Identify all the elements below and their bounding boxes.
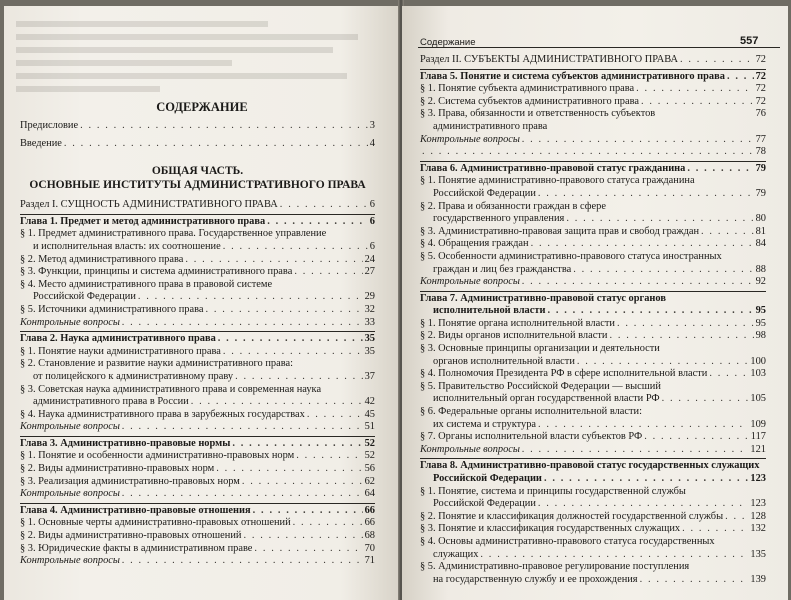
entry-page: 95 xyxy=(755,305,766,317)
toc-review-questions[interactable]: Контрольные вопросы . . . 71 xyxy=(20,555,375,568)
entry-title: Глава 5. Понятие и система субъектов административного права xyxy=(420,70,725,82)
entry-page: 35 xyxy=(364,333,375,345)
entry-page: 123 xyxy=(750,498,766,510)
toc-entry-preface[interactable] xyxy=(20,120,375,133)
toc-item[interactable]: § 1. Понятие субъекта административного права . . . 72 xyxy=(420,83,766,96)
toc-item[interactable]: административного права xyxy=(433,120,548,132)
toc-chapter-7[interactable]: Глава 7. Административно-правовой статус органов xyxy=(420,292,666,304)
running-head: Содержание xyxy=(420,37,476,48)
toc-item[interactable]: § 3. Юридические факты в административном праве . . . 70 xyxy=(20,543,375,556)
toc-entry-introduction[interactable] xyxy=(20,138,375,151)
toc-item[interactable]: § 4. Обращения граждан . . . 84 xyxy=(420,238,766,251)
divider xyxy=(420,69,766,70)
toc-item[interactable]: § 4. Место административного права в правовой системе xyxy=(20,278,273,290)
entry-title: Глава 4. Административно-правовые отношения xyxy=(20,504,251,516)
toc-chapter-4[interactable] xyxy=(20,505,375,518)
entry-page: 3 xyxy=(369,120,375,131)
toc-item[interactable]: § 2. Виды органов исполнительной власти . . . 98 xyxy=(420,330,766,343)
toc-item[interactable]: § 3. Права, обязанности и ответственность субъектов 76 xyxy=(420,108,766,120)
entry-title: Глава 6. Административно-правовой статус гражданина xyxy=(420,162,686,174)
toc-item[interactable]: § 5. Особенности административно-правового статуса иностранных xyxy=(420,250,722,262)
entry-page: 72 xyxy=(755,54,766,65)
toc-item[interactable]: исполнительный орган государственной власти РФ . . . 105 xyxy=(420,393,766,406)
entry-page: 100 xyxy=(750,355,766,367)
divider xyxy=(20,503,375,504)
entry-page: 45 xyxy=(364,408,375,420)
entry-page: 135 xyxy=(750,548,766,560)
toc-item[interactable]: § 1. Понятие науки административного права . . . 35 xyxy=(20,346,375,359)
entry-page: 84 xyxy=(755,238,766,250)
entry-page: 6 xyxy=(369,240,375,252)
page-number: 557 xyxy=(740,35,759,47)
toc-item[interactable]: § 4. Полномочия Президента РФ в сфере исполнительной власти . . . 103 xyxy=(420,368,766,381)
toc-item[interactable]: § 3. Административно-правовая защита прав и свобод граждан . . . 81 xyxy=(420,226,766,239)
toc-review-questions[interactable]: Контрольные вопросы . . . 33 xyxy=(20,317,375,330)
entry-title: Глава 3. Административно-правовые нормы xyxy=(20,437,231,449)
toc-item[interactable]: § 2. Виды административно-правовых отношений . . . 68 xyxy=(20,530,375,543)
entry-page: 29 xyxy=(364,291,375,303)
toc-item[interactable]: § 1. Понятие и особенности административно-правовых норм . . . 52 xyxy=(20,450,375,463)
right-toc xyxy=(420,54,766,586)
entry-title: Раздел I. СУЩНОСТЬ АДМИНИСТРАТИВНОГО ПРАВА xyxy=(20,199,278,211)
entry-page: 64 xyxy=(364,488,375,500)
entry-page: 66 xyxy=(364,517,375,529)
entry-title: Раздел II. СУБЪЕКТЫ АДМИНИСТРАТИВНОГО ПРАВА xyxy=(420,54,678,65)
toc-heading: СОДЕРЖАНИЕ xyxy=(156,100,248,114)
entry-page: 51 xyxy=(364,421,375,433)
divider xyxy=(20,436,375,437)
entry-title: Введение xyxy=(20,137,62,149)
toc-item[interactable]: § 6. Федеральные органы исполнительной власти: xyxy=(420,406,642,418)
toc-chapter-6[interactable] xyxy=(420,163,766,176)
entry-page: 109 xyxy=(750,418,766,430)
toc-item[interactable]: § 2. Виды административно-правовых норм . . . 56 xyxy=(20,463,375,476)
entry-title: Глава 2. Наука административного права xyxy=(20,333,216,345)
toc-item[interactable]: § 1. Предмет административного права. Государственное управление xyxy=(20,228,327,240)
entry-page: 78 xyxy=(755,146,766,158)
toc-chapter-3[interactable] xyxy=(20,438,375,451)
header-rule xyxy=(418,47,780,48)
toc-chapter-8-cont[interactable]: Российской Федерации . . . 123 xyxy=(420,473,766,486)
entry-page: 37 xyxy=(364,370,375,382)
entry-page: 27 xyxy=(364,266,375,278)
entry-page: 56 xyxy=(364,463,375,475)
entry-page: 4 xyxy=(369,137,375,149)
entry-page: 132 xyxy=(750,523,766,535)
entry-page: 72 xyxy=(755,70,766,82)
toc-section-1[interactable] xyxy=(20,199,375,212)
toc-item[interactable]: § 3. Советская наука административного права и современная наука xyxy=(20,383,322,395)
toc-review-questions[interactable]: Контрольные вопросы . . . 121 xyxy=(420,444,766,457)
toc-review-questions[interactable]: Контрольные вопросы . . . 64 xyxy=(20,488,375,501)
toc-item[interactable]: § 7. Органы исполнительной власти субъектов РФ . . . 117 xyxy=(420,431,766,444)
entry-page: 105 xyxy=(750,393,766,405)
toc-item[interactable]: Российской Федерации . . . 79 xyxy=(420,188,766,201)
toc-item[interactable]: органов исполнительной власти . . . 100 xyxy=(420,356,766,369)
entry-page: 32 xyxy=(364,303,375,315)
entry-page: 121 xyxy=(750,443,766,455)
part-subtitle: ОСНОВНЫЕ ИНСТИТУТЫ АДМИНИСТРАТИВНОГО ПРАВА xyxy=(29,179,366,192)
toc-item[interactable]: граждан и лиц без гражданства . . . 88 xyxy=(420,264,766,277)
entry-page: 123 xyxy=(750,473,766,484)
toc-item[interactable]: § 4. Наука административного права в зарубежных государствах . . . 45 xyxy=(20,409,375,422)
entry-page: 6 xyxy=(369,199,375,211)
toc-review-questions[interactable]: Контрольные вопросы . . . 77 xyxy=(420,134,766,147)
entry-page: 70 xyxy=(364,542,375,554)
entry-title: Глава 1. Предмет и метод административного права xyxy=(20,215,266,227)
entry-page: 117 xyxy=(750,431,766,443)
entry-page: 66 xyxy=(364,504,375,516)
toc-item[interactable]: служащих . . . 135 xyxy=(420,549,766,562)
toc-chapter-1[interactable] xyxy=(20,216,375,229)
entry-page: 95 xyxy=(755,317,766,329)
toc-item[interactable]: § 5. Административно-правовое регулирование поступления xyxy=(420,561,690,573)
entry-page: 128 xyxy=(750,510,766,522)
divider xyxy=(20,331,375,332)
entry-page: 68 xyxy=(364,530,375,542)
entry-page: 80 xyxy=(755,213,766,225)
toc-item[interactable]: § 2. Становление и развитие науки административного права: xyxy=(20,358,293,370)
toc-item[interactable]: и исполнительная власть: их соотношение . . . 6 xyxy=(20,241,375,254)
toc-item[interactable]: § 1. Понятие административно-правового статуса гражданина xyxy=(420,175,695,187)
divider xyxy=(420,458,766,459)
toc-item[interactable]: § 3. Функции, принципы и система административного права . . . 27 xyxy=(20,266,375,279)
left-page xyxy=(4,6,400,600)
entry-page: 92 xyxy=(755,276,766,288)
entry-page: 52 xyxy=(364,450,375,462)
entry-page: 77 xyxy=(755,133,766,145)
entry-page: 33 xyxy=(364,316,375,328)
toc-chapter-7-cont[interactable]: исполнительной власти . . . 95 xyxy=(420,305,766,318)
toc-item[interactable]: государственного управления . . . 80 xyxy=(420,213,766,226)
toc-chapter-5[interactable] xyxy=(420,71,766,84)
toc-item[interactable]: § 5. Правительство Российской Федерации — высший xyxy=(420,380,661,392)
part-title: ОБЩАЯ ЧАСТЬ. xyxy=(151,165,244,178)
right-page xyxy=(402,6,788,600)
entry-page: 81 xyxy=(755,225,766,237)
toc-item[interactable]: § 3. Понятие и классификация государственных служащих . . . 132 xyxy=(420,523,766,536)
toc-item[interactable]: от полицейского к административному праву . . . 37 xyxy=(20,371,375,384)
toc-item[interactable]: § 1. Понятие органа исполнительной власти . . . 95 xyxy=(420,318,766,331)
toc-item[interactable]: § 2. Права и обязанности граждан в сфере xyxy=(420,200,606,212)
bleed-through-text xyxy=(16,14,376,106)
toc-item[interactable]: § 2. Понятие и классификация должностей государственной службы . . . 128 xyxy=(420,511,766,524)
entry-page: 139 xyxy=(750,573,766,585)
toc-item[interactable]: их система и структура . . . 109 xyxy=(420,419,766,432)
entry-page: 72 xyxy=(755,95,766,107)
entry-page: 62 xyxy=(364,475,375,487)
toc-item[interactable]: § 4. Основы административно-правового статуса государственных xyxy=(420,535,715,547)
entry-page: 52 xyxy=(364,437,375,449)
toc-item[interactable] xyxy=(420,146,766,159)
toc-chapter-8[interactable]: Глава 8. Административно-правовой статус государственных служащих xyxy=(420,460,760,472)
toc-item[interactable]: на государственную службу и ее прохождения . . . 139 xyxy=(420,574,766,587)
entry-page: 98 xyxy=(755,330,766,342)
entry-page: 71 xyxy=(364,555,375,567)
entry-page: 42 xyxy=(364,396,375,408)
entry-page: 103 xyxy=(750,368,766,380)
divider xyxy=(420,291,766,292)
divider xyxy=(20,214,375,215)
toc-item[interactable]: § 3. Основные принципы организации и деятельности xyxy=(420,343,660,355)
left-toc xyxy=(20,120,375,568)
toc-item[interactable]: § 2. Система субъектов административного права . . . 72 xyxy=(420,96,766,109)
entry-page: 79 xyxy=(755,162,766,174)
toc-item[interactable]: административного права в России . . . 42 xyxy=(20,396,375,409)
toc-item[interactable]: § 1. Понятие, система и принципы государственной службы xyxy=(420,485,686,497)
toc-item[interactable]: Российской Федерации . . . 123 xyxy=(420,498,766,511)
entry-page: 79 xyxy=(755,187,766,199)
toc-item[interactable]: § 3. Реализация административно-правовых норм . . . 62 xyxy=(20,476,375,489)
entry-page: 24 xyxy=(364,253,375,265)
entry-page: 6 xyxy=(369,215,375,227)
toc-review-questions[interactable]: Контрольные вопросы . . . 51 xyxy=(20,421,375,434)
entry-page: 88 xyxy=(755,263,766,275)
entry-page: 72 xyxy=(755,83,766,95)
entry-title: Предисловие xyxy=(20,120,79,131)
toc-chapter-2[interactable] xyxy=(20,333,375,346)
divider xyxy=(420,161,766,162)
toc-item[interactable]: Российской Федерации . . . 29 xyxy=(20,291,375,304)
toc-item[interactable]: § 2. Метод административного права . . . 24 xyxy=(20,254,375,267)
toc-review-questions[interactable]: Контрольные вопросы . . . 92 xyxy=(420,276,766,289)
toc-item[interactable]: § 1. Основные черты административно-правовых отношений . . . 66 xyxy=(20,517,375,530)
entry-page: 76 xyxy=(755,108,766,120)
entry-page: 35 xyxy=(364,345,375,357)
toc-item[interactable]: § 5. Источники административного права . . . 32 xyxy=(20,304,375,317)
toc-section-2[interactable] xyxy=(420,54,766,67)
